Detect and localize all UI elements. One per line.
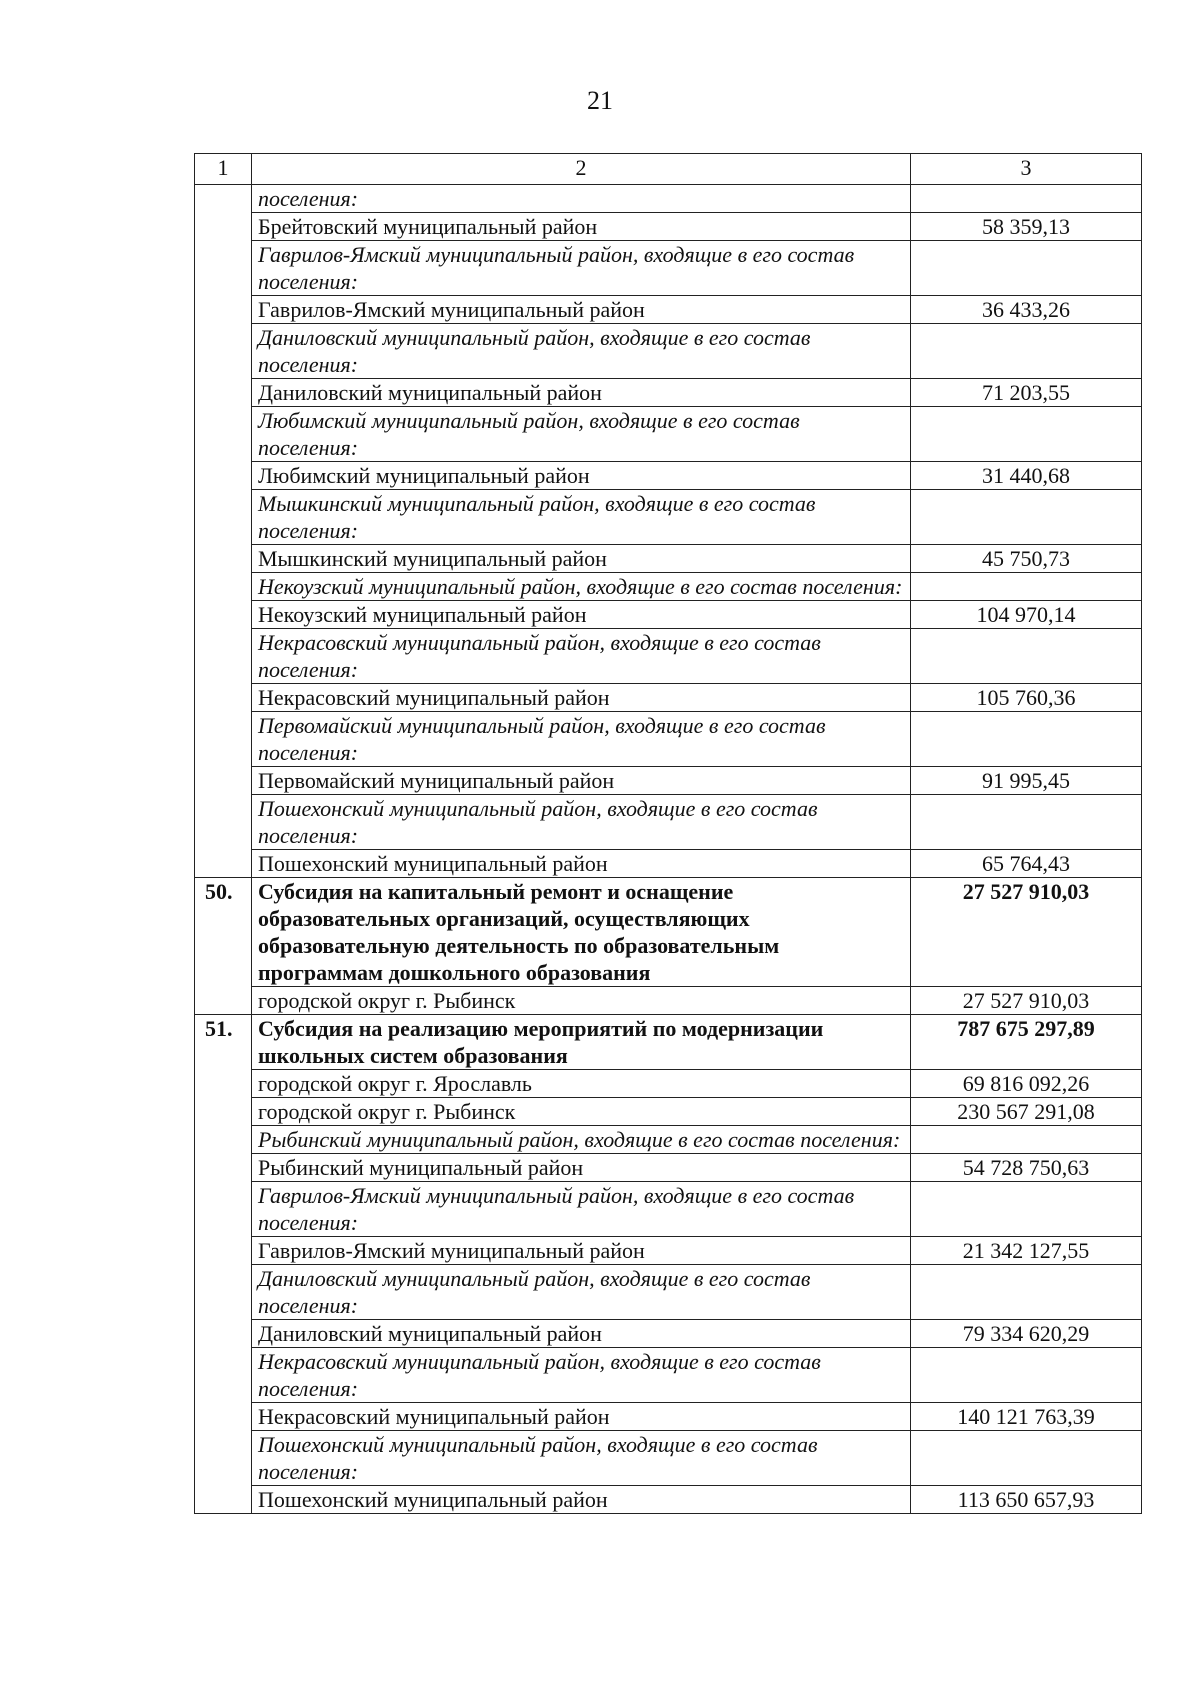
- row-number: [195, 1126, 252, 1154]
- header-col-1: 1: [195, 154, 252, 185]
- row-amount: 69 816 092,26: [911, 1070, 1142, 1098]
- row-description: Даниловский муниципальный район: [252, 1320, 911, 1348]
- group-label-row: [195, 712, 1142, 767]
- row-amount: [911, 1126, 1142, 1154]
- row-description: Рыбинский муниципальный район, входящие в его состав поселения:: [252, 1126, 911, 1154]
- table-row: [195, 1486, 1142, 1514]
- row-number: [195, 462, 252, 490]
- row-amount: 787 675 297,89: [911, 1015, 1142, 1070]
- budget-table: [194, 153, 1142, 1514]
- row-number: [195, 1431, 252, 1486]
- table-row: [195, 545, 1142, 573]
- row-description: Некоузский муниципальный район: [252, 601, 911, 629]
- row-description: Гаврилов-Ямский муниципальный район, входящие в его состав поселения:: [252, 1182, 911, 1237]
- row-description: Пошехонский муниципальный район, входящие в его состав поселения:: [252, 795, 911, 850]
- row-number: [195, 767, 252, 795]
- group-label-row: [195, 1265, 1142, 1320]
- row-number: 51.: [195, 1015, 252, 1070]
- row-amount: [911, 795, 1142, 850]
- row-description: Даниловский муниципальный район: [252, 379, 911, 407]
- row-amount: 21 342 127,55: [911, 1237, 1142, 1265]
- row-number: [195, 407, 252, 462]
- group-label-row: [195, 573, 1142, 601]
- row-description: Первомайский муниципальный район, входящие в его состав поселения:: [252, 712, 911, 767]
- row-description: Первомайский муниципальный район: [252, 767, 911, 795]
- row-description: Некоузский муниципальный район, входящие в его состав поселения:: [252, 573, 911, 601]
- header-col-2: 2: [252, 154, 911, 185]
- row-amount: 36 433,26: [911, 296, 1142, 324]
- table-row: [195, 296, 1142, 324]
- row-description: городской округ г. Рыбинск: [252, 987, 911, 1015]
- row-number: [195, 573, 252, 601]
- group-label-row: [195, 407, 1142, 462]
- row-number: [195, 545, 252, 573]
- row-description: Любимский муниципальный район: [252, 462, 911, 490]
- row-description: Даниловский муниципальный район, входящие в его состав поселения:: [252, 1265, 911, 1320]
- row-amount: [911, 185, 1142, 213]
- table-row: [195, 1098, 1142, 1126]
- row-description: Гаврилов-Ямский муниципальный район: [252, 296, 911, 324]
- row-description: Мышкинский муниципальный район, входящие в его состав поселения:: [252, 490, 911, 545]
- row-amount: [911, 1348, 1142, 1403]
- row-amount: 54 728 750,63: [911, 1154, 1142, 1182]
- row-number: [195, 213, 252, 241]
- row-amount: 45 750,73: [911, 545, 1142, 573]
- row-number: [195, 379, 252, 407]
- group-label-row: [195, 324, 1142, 379]
- row-description: Любимский муниципальный район, входящие в его состав поселения:: [252, 407, 911, 462]
- row-amount: 27 527 910,03: [911, 987, 1142, 1015]
- row-amount: [911, 1431, 1142, 1486]
- row-number: [195, 629, 252, 684]
- row-description: Субсидия на капитальный ремонт и оснащение образовательных организаций, осуществляющих образовательную деятельность по образовательным программам дошкольного образования: [252, 878, 911, 987]
- row-number: [195, 1265, 252, 1320]
- row-amount: 91 995,45: [911, 767, 1142, 795]
- table-row: [195, 1154, 1142, 1182]
- row-description: Брейтовский муниципальный район: [252, 213, 911, 241]
- row-number: [195, 1070, 252, 1098]
- table-row: [195, 1403, 1142, 1431]
- table-row: [195, 601, 1142, 629]
- row-amount: [911, 407, 1142, 462]
- row-amount: [911, 1182, 1142, 1237]
- group-label-row: [195, 1348, 1142, 1403]
- row-description: Некрасовский муниципальный район: [252, 1403, 911, 1431]
- row-description: Гаврилов-Ямский муниципальный район: [252, 1237, 911, 1265]
- row-description: Рыбинский муниципальный район: [252, 1154, 911, 1182]
- group-label-row: [195, 490, 1142, 545]
- table-row: [195, 987, 1142, 1015]
- row-amount: [911, 241, 1142, 296]
- row-amount: 27 527 910,03: [911, 878, 1142, 987]
- table-row: [195, 213, 1142, 241]
- group-label-row: [195, 795, 1142, 850]
- row-amount: 140 121 763,39: [911, 1403, 1142, 1431]
- row-number: [195, 185, 252, 213]
- row-amount: 71 203,55: [911, 379, 1142, 407]
- row-number: [195, 1098, 252, 1126]
- row-description: Пошехонский муниципальный район: [252, 1486, 911, 1514]
- section-row: [195, 878, 1142, 987]
- row-amount: [911, 1265, 1142, 1320]
- table-row: [195, 767, 1142, 795]
- row-amount: 105 760,36: [911, 684, 1142, 712]
- row-amount: 79 334 620,29: [911, 1320, 1142, 1348]
- group-label-row: [195, 629, 1142, 684]
- row-description: Даниловский муниципальный район, входящие в его состав поселения:: [252, 324, 911, 379]
- row-amount: 65 764,43: [911, 850, 1142, 878]
- row-number: [195, 987, 252, 1015]
- row-amount: 230 567 291,08: [911, 1098, 1142, 1126]
- row-number: [195, 684, 252, 712]
- row-description: Пошехонский муниципальный район: [252, 850, 911, 878]
- row-amount: [911, 490, 1142, 545]
- row-description: поселения:: [252, 185, 911, 213]
- row-number: [195, 1237, 252, 1265]
- row-amount: [911, 629, 1142, 684]
- group-label-row: [195, 1431, 1142, 1486]
- row-number: [195, 324, 252, 379]
- row-number: [195, 1154, 252, 1182]
- table-header-row: [195, 154, 1142, 185]
- row-number: [195, 601, 252, 629]
- row-amount: 113 650 657,93: [911, 1486, 1142, 1514]
- row-amount: 31 440,68: [911, 462, 1142, 490]
- row-number: [195, 795, 252, 850]
- row-number: [195, 1403, 252, 1431]
- section-row: [195, 1015, 1142, 1070]
- table-row: [195, 1237, 1142, 1265]
- row-description: Некрасовский муниципальный район, входящие в его состав поселения:: [252, 1348, 911, 1403]
- table-row: [195, 1070, 1142, 1098]
- table-row: [195, 850, 1142, 878]
- row-number: [195, 1348, 252, 1403]
- table-body: [195, 154, 1142, 1514]
- row-number: [195, 490, 252, 545]
- row-description: городской округ г. Ярославль: [252, 1070, 911, 1098]
- row-description: Субсидия на реализацию мероприятий по модернизации школьных систем образования: [252, 1015, 911, 1070]
- row-number: [195, 296, 252, 324]
- group-label-row: [195, 1182, 1142, 1237]
- row-amount: 104 970,14: [911, 601, 1142, 629]
- row-number: [195, 712, 252, 767]
- row-description: Некрасовский муниципальный район: [252, 684, 911, 712]
- table-row: [195, 684, 1142, 712]
- row-description: Некрасовский муниципальный район, входящие в его состав поселения:: [252, 629, 911, 684]
- page-number: 21: [587, 86, 613, 115]
- row-amount: [911, 712, 1142, 767]
- table-row: [195, 379, 1142, 407]
- row-number: [195, 850, 252, 878]
- row-description: городской округ г. Рыбинск: [252, 1098, 911, 1126]
- row-description: Мышкинский муниципальный район: [252, 545, 911, 573]
- row-amount: [911, 573, 1142, 601]
- header-col-3: 3: [911, 154, 1142, 185]
- table-row: [195, 462, 1142, 490]
- row-number: [195, 1320, 252, 1348]
- row-number: [195, 1486, 252, 1514]
- row-number: [195, 1182, 252, 1237]
- row-amount: [911, 324, 1142, 379]
- row-number: 50.: [195, 878, 252, 987]
- table-row: [195, 1320, 1142, 1348]
- group-label-row: [195, 185, 1142, 213]
- row-description: Гаврилов-Ямский муниципальный район, входящие в его состав поселения:: [252, 241, 911, 296]
- row-amount: 58 359,13: [911, 213, 1142, 241]
- row-description: Пошехонский муниципальный район, входящие в его состав поселения:: [252, 1431, 911, 1486]
- row-number: [195, 241, 252, 296]
- group-label-row: [195, 1126, 1142, 1154]
- group-label-row: [195, 241, 1142, 296]
